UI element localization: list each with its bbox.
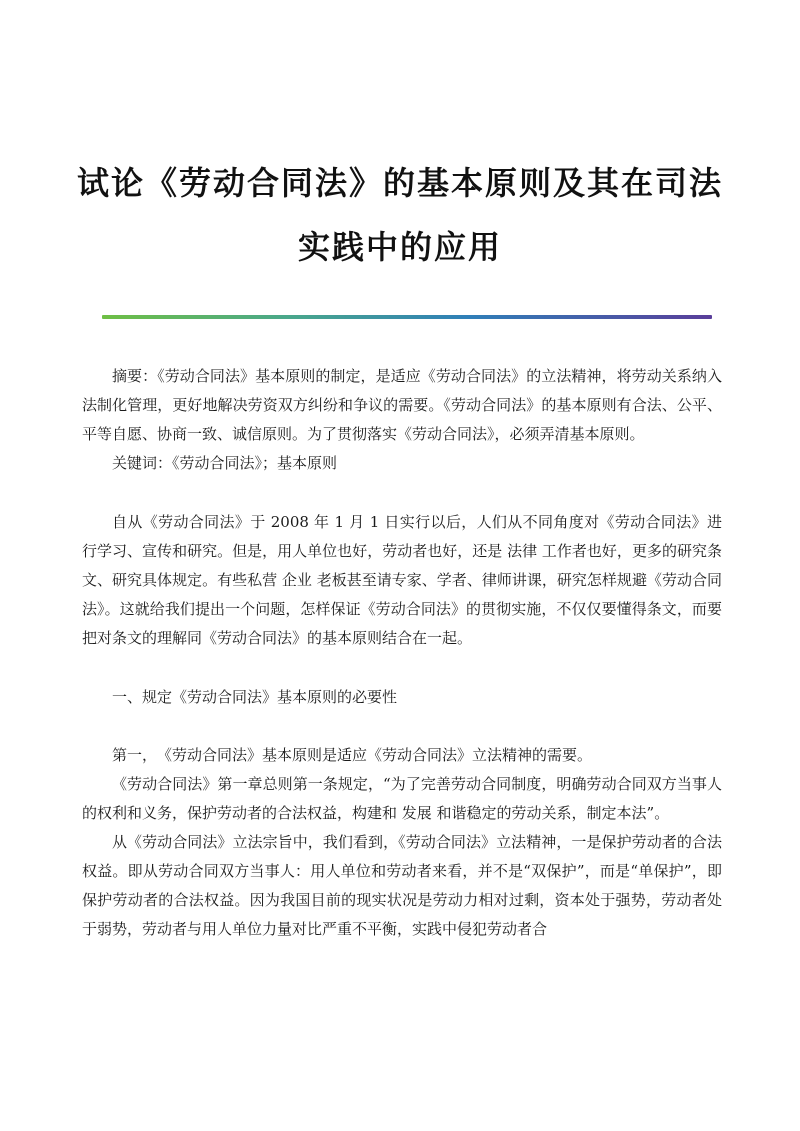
document-title-line-1: 试论《劳动合同法》的基本原则及其在司法 [76, 164, 723, 202]
section-heading: 一、规定《劳动合同法》基本原则的必要性 [112, 688, 398, 706]
section-paragraph-1: 《劳动合同法》第一章总则第一条规定，“为了完善劳动合同制度，明确劳动合同双方当事人的权利和义务，保护劳动者的合法权益，构建和 发展 和谐稳定的劳动关系，制定本法”。 [82, 775, 722, 822]
intro-paragraph: 自从《劳动合同法》于 2008 年 1 月 1 日实行以后，人们从不同角度对《劳动合同法》进行学习、宣传和研究。但是，用人单位也好，劳动者也好，还是 法律 工作者也好，更多的研究条文、研究具体规定。有些私营 企业 老板甚至请专家、学者、律师讲课，研究怎样规避《劳动合同法》。这就给我们提出一个问题，怎样保证《劳动合同法》的贯彻实施，不仅仅要懂得条文，而要把对条文的理解同《劳动合同法》的基本原则结合在一起。 [82, 513, 722, 647]
keywords-label: 关键词： [112, 454, 173, 472]
abstract-paragraph [82, 362, 722, 449]
abstract-label: 摘要： [112, 367, 158, 385]
abstract-text: 《劳动合同法》基本原则的制定，是适应《劳动合同法》的立法精神，将劳动关系纳入法制化管理，更好地解决劳资双方纠纷和争议的需要。《劳动合同法》的基本原则有合法、公平、平等自愿、协商一致、诚信原则。为了贯彻落实《劳动合同法》，必须弄清基本原则。 [82, 367, 722, 443]
section-point-1: 第一， 《劳动合同法》基本原则是适应《劳动合同法》立法精神的需要。 [112, 746, 593, 764]
title-divider [102, 315, 712, 319]
keywords-paragraph [82, 449, 722, 478]
document-body [82, 362, 722, 944]
section-paragraph-2: 从《劳动合同法》立法宗旨中，我们看到，《劳动合同法》立法精神，一是保护劳动者的合法权益。即从劳动合同双方当事人：用人单位和劳动者来看，并不是“双保护”，而是“单保护”，即保护劳动者的合法权益。因为我国目前的现实状况是劳动力相对过剩，资本处于强势，劳动者处于弱势，劳动者与用人单位力量对比严重不平衡，实践中侵犯劳动者合 [82, 833, 722, 938]
document-title-line-2: 实践中的应用 [297, 228, 502, 266]
keywords-text: 《劳动合同法》；基本原则 [172, 454, 338, 472]
